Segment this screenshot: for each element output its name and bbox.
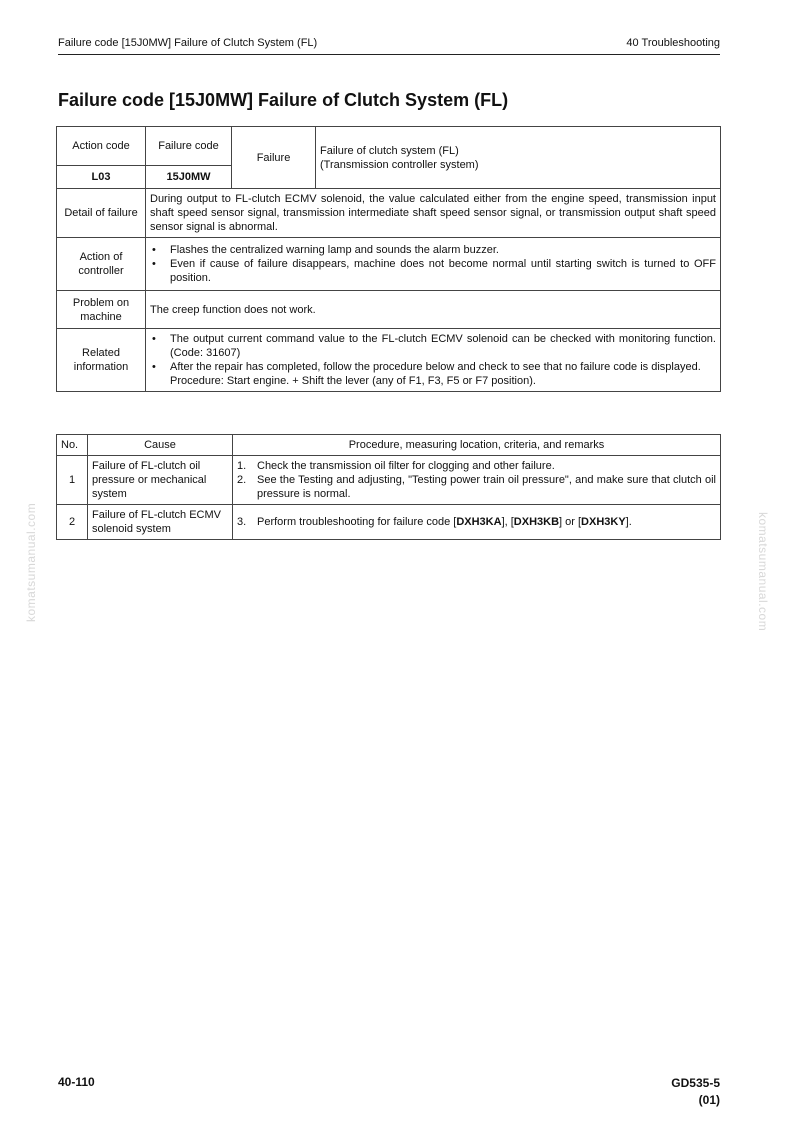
revision: (01) — [698, 1093, 720, 1107]
action-label: Action of controller — [57, 238, 146, 291]
step-item — [237, 459, 716, 473]
list-item: • After the repair has completed, follow the procedure below and check to see that no failure code is displayed. — [150, 360, 716, 374]
running-header-section: 40 Troubleshooting — [626, 37, 720, 49]
failure-description — [316, 127, 721, 189]
step-text: Check the transmission oil filter for clogging and other failure. — [257, 460, 555, 472]
step-number: 3. — [237, 516, 247, 528]
action-text — [146, 238, 721, 291]
problem-text: The creep function does not work. — [146, 291, 721, 329]
footer-model — [671, 1075, 720, 1109]
action-code-label: Action code — [57, 127, 146, 166]
table-header-row — [57, 435, 721, 456]
action-code-value: L03 — [57, 166, 146, 189]
watermark-right: komatsumanual.com — [756, 512, 770, 632]
failure-description-line: Failure of clutch system (FL) — [320, 144, 459, 157]
detail-label: Detail of failure — [57, 189, 146, 238]
header-rule — [58, 54, 720, 55]
header-no: No. — [57, 435, 88, 456]
row-cause: Failure of FL-clutch ECMV solenoid system — [88, 505, 233, 540]
failure-code-label: Failure code — [146, 127, 232, 166]
related-procedure: Procedure: Start engine. + Shift the lever (any of F1, F3, F5 or F7 position). — [170, 375, 536, 387]
list-item: • Even if cause of failure disappears, machine does not become normal until starting switch is turned to OFF position. — [150, 257, 716, 285]
row-number: 2 — [57, 505, 88, 540]
detail-text: During output to FL-clutch ECMV solenoid, the value calculated either from the engine speed, transmission input shaft speed sensor signal, transmission intermediate shaft speed sensor signal, or transmission output shaft speed sensor signal is abnormal. — [146, 189, 721, 238]
running-header-title: Failure code [15J0MW] Failure of Clutch System (FL) — [58, 37, 318, 49]
page-title: Failure code [15J0MW] Failure of Clutch System (FL) — [58, 90, 509, 110]
row-procedure — [233, 505, 721, 540]
step-item — [237, 473, 716, 501]
table-row — [57, 238, 721, 291]
failure-code-ref: DXH3KA — [456, 516, 502, 528]
step-number: 2. — [237, 474, 247, 486]
row-cause: Failure of FL-clutch oil pressure or mechanical system — [88, 456, 233, 505]
table-row — [57, 329, 721, 392]
table-row — [57, 127, 721, 166]
failure-code-ref: DXH3KB — [513, 516, 560, 528]
failure-code-ref: DXH3KY — [581, 516, 626, 528]
header-cause: Cause — [88, 435, 233, 456]
header-procedure: Procedure, measuring location, criteria, and remarks — [233, 435, 721, 456]
model-name: GD535-5 — [671, 1076, 720, 1090]
problem-label: Problem on machine — [57, 291, 146, 329]
related-label: Related information — [57, 329, 146, 392]
step-text: See the Testing and adjusting, "Testing power train oil pressure", and make sure that clutch oil pressure is normal. — [257, 474, 716, 500]
step-number: 1. — [237, 460, 247, 472]
table-row — [57, 291, 721, 329]
failure-label: Failure — [232, 127, 316, 189]
list-item: • Flashes the centralized warning lamp and sounds the alarm buzzer. — [150, 243, 716, 257]
related-text — [146, 329, 721, 392]
failure-code-value: 15J0MW — [146, 166, 232, 189]
watermark-left: komatsumanual.com — [24, 502, 38, 622]
table-row — [57, 456, 721, 505]
step-text: Perform troubleshooting for failure code [DXH3KA], [DXH3KB] or [DXH3KY]. — [257, 516, 632, 528]
table-row — [57, 189, 721, 238]
list-item: • The output current command value to the FL-clutch ECMV solenoid can be checked with monitoring function. (Code: 31607) — [150, 332, 716, 360]
step-item — [237, 515, 716, 529]
failure-info-table — [56, 126, 721, 392]
failure-description-line: (Transmission controller system) — [320, 158, 479, 171]
page-number: 40-110 — [58, 1075, 95, 1089]
row-procedure — [233, 456, 721, 505]
row-number: 1 — [57, 456, 88, 505]
table-row — [57, 505, 721, 540]
procedure-table — [56, 434, 721, 540]
